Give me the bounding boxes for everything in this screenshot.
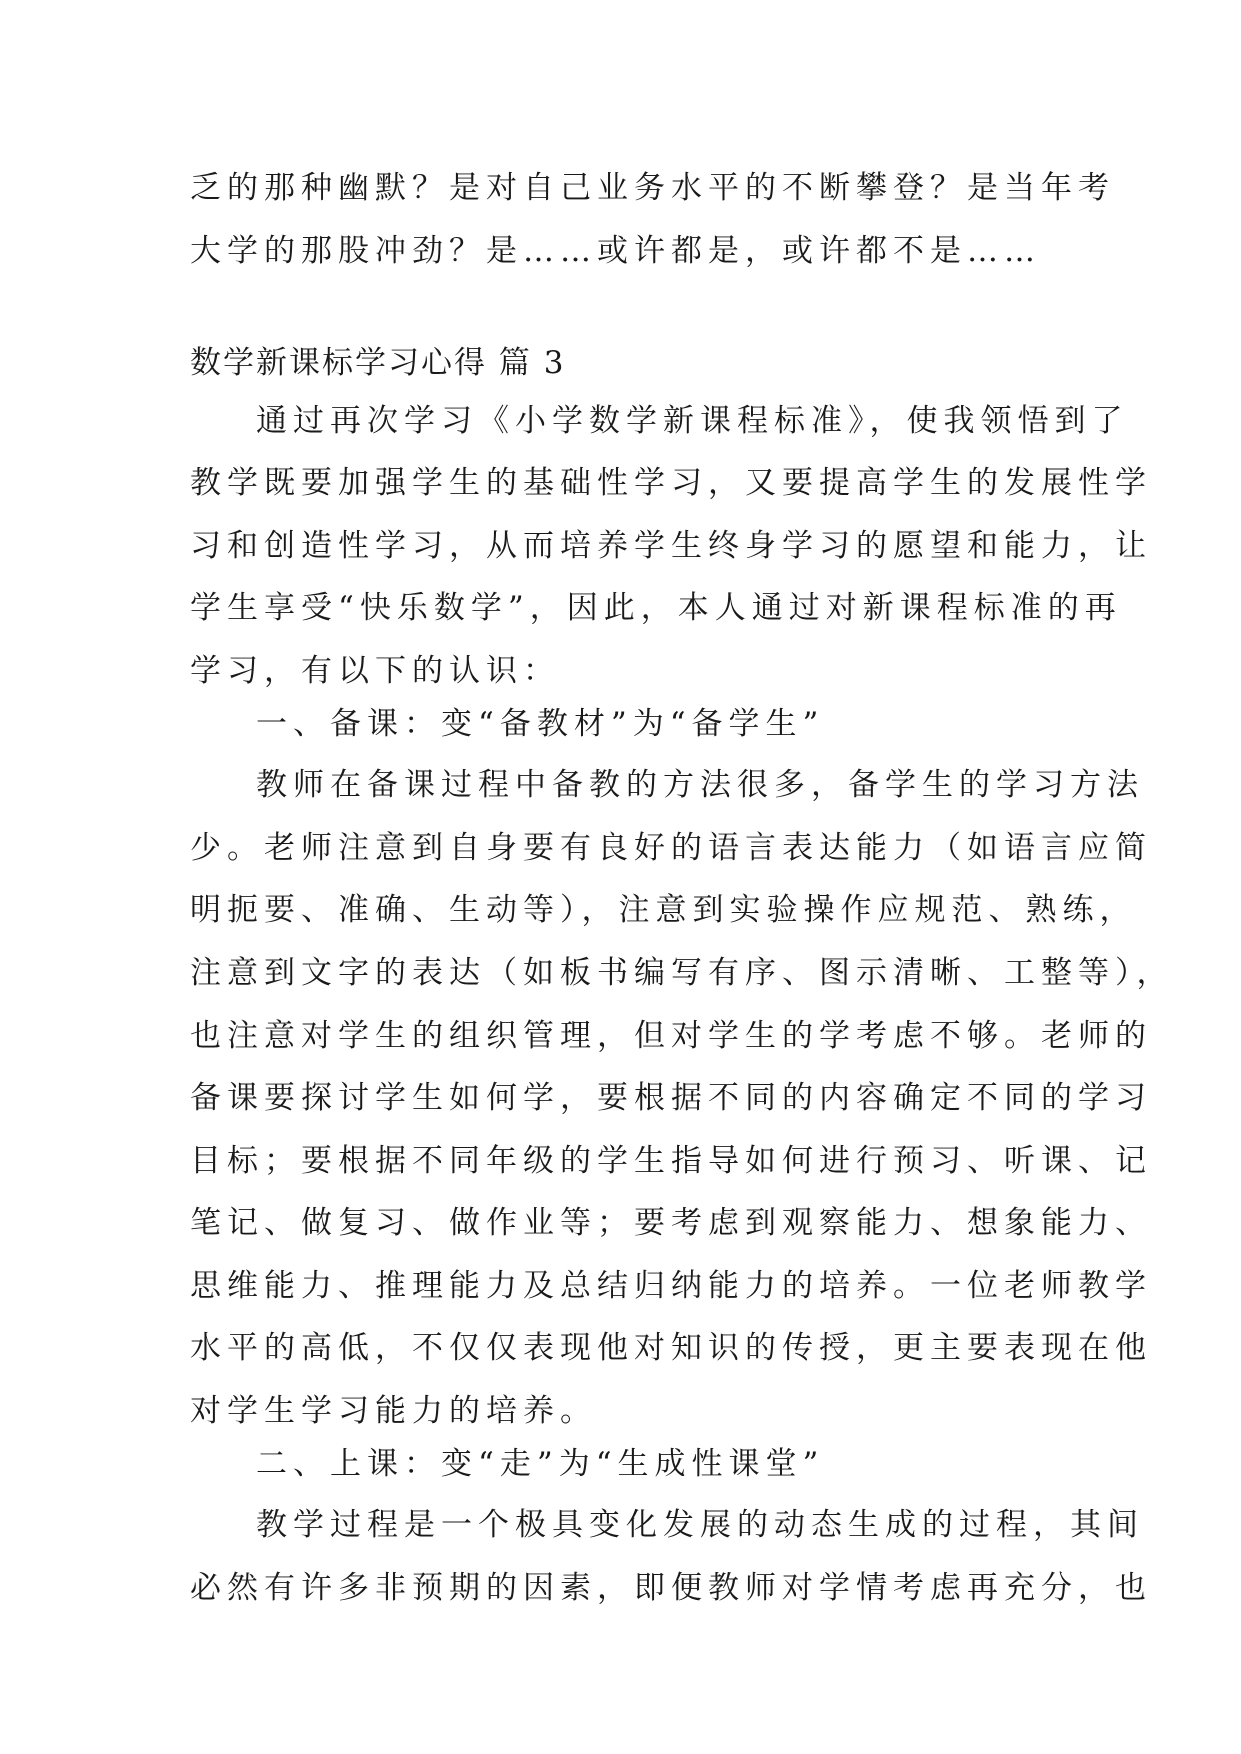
text-line: 少。老师注意到自身要有良好的语言表达能力（如语言应简	[190, 830, 1152, 866]
text-line: 注意到文字的表达（如板书编写有序、图示清晰、工整等），	[190, 955, 1174, 991]
subheading: 二、上课：变“走”为“生成性课堂”	[256, 1446, 825, 1482]
text-line: 学习，有以下的认识：	[190, 653, 560, 689]
text-line: 也注意对学生的组织管理，但对学生的学考虑不够。老师的	[190, 1018, 1152, 1054]
text-line: 备课要探讨学生如何学，要根据不同的内容确定不同的学习	[190, 1080, 1152, 1116]
text-line: 必然有许多非预期的因素，即便教师对学情考虑再充分，也	[190, 1570, 1152, 1606]
text-line: 学生享受“快乐数学”，因此，本人通过对新课程标准的再	[190, 590, 1122, 626]
text-line: 习和创造性学习，从而培养学生终身学习的愿望和能力，让	[190, 528, 1152, 564]
text-line: 笔记、做复习、做作业等；要考虑到观察能力、想象能力、	[190, 1205, 1152, 1241]
text-line: 明扼要、准确、生动等），注意到实验操作应规范、熟练，	[190, 892, 1137, 928]
text-line: 乏的那种幽默？是对自己业务水平的不断攀登？是当年考	[190, 170, 1115, 206]
text-line: 目标；要根据不同年级的学生指导如何进行预习、听课、记	[190, 1143, 1152, 1179]
text-line: 教学过程是一个极具变化发展的动态生成的过程，其间	[256, 1507, 1144, 1543]
text-line: 大学的那股冲劲？是……或许都是，或许都不是……	[190, 233, 1041, 269]
text-line: 教学既要加强学生的基础性学习，又要提高学生的发展性学	[190, 465, 1152, 501]
text-line: 对学生学习能力的培养。	[190, 1393, 597, 1429]
text-line: 教师在备课过程中备教的方法很多，备学生的学习方法	[256, 767, 1144, 803]
text-line: 通过再次学习《小学数学新课程标准》，使我领悟到了	[256, 403, 1129, 439]
text-line: 思维能力、推理能力及总结归纳能力的培养。一位老师教学	[190, 1268, 1152, 1304]
section-heading: 数学新课标学习心得 篇 3	[190, 345, 566, 381]
subheading: 一、备课：变“备教材”为“备学生”	[256, 706, 825, 742]
text-line: 水平的高低，不仅仅表现他对知识的传授，更主要表现在他	[190, 1330, 1152, 1366]
